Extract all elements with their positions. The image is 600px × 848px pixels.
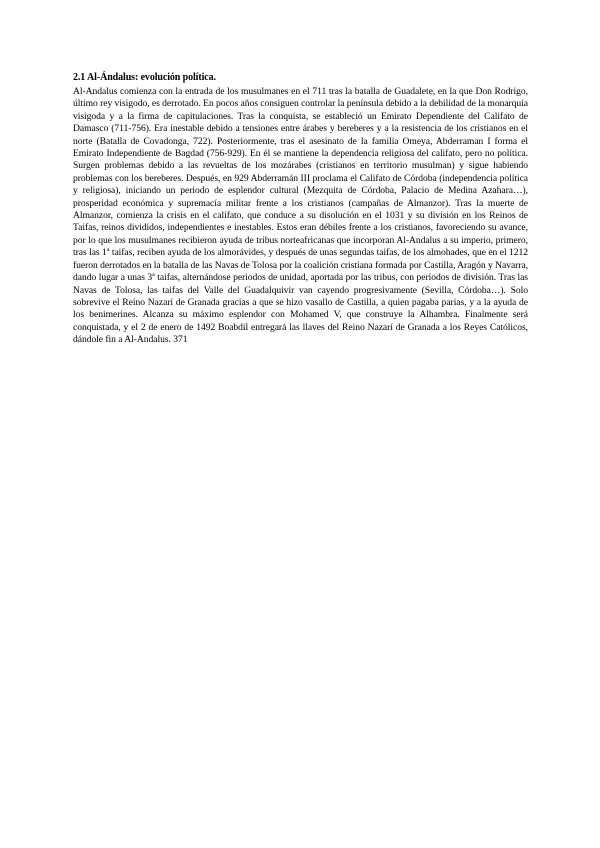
section-heading: 2.1 Al-Ándalus: evolución política. [73,72,216,83]
document-content [73,71,528,347]
body-paragraph: Al-Andalus comienza con la entrada de los musulmanes en el 711 tras la batalla de Guadalete, en la que Don Rodrigo, último rey visigodo, es derrotado. En pocos años consiguen controlar la península debido a la debilidad de la monarquía visigoda y a la firma de capitulaciones. Tras la conquista, se estableció un Emirato Dependiente del Califato de Damasco (711-756). Era inestable debido a tensiones entre árabes y bereberes y a la resistencia de los cristianos en el norte (Batalla de Covadonga, 722). Posteriormente, tras el asesinato de la familia Omeya, Abderraman I forma el Emirato Independiente de Bagdad (756-929). En él se mantiene la dependencia religiosa del califato, pero no política. Surgen problemas debido a las revueltas de los mozárabes (cristianos en territorio musulman) y sigue habiendo problemas con los bereberes. Después, en 929 Abderramán III proclama el Califato de Córdoba (independencia política y religiosa), iniciando un periodo de esplendor cultural (Mezquita de Córdoba, Palacio de Medina Azahara…), prosperidad económica y supremacía militar frente a los cristianos (campañas de Almanzor). Tras la muerte de Almanzor, comienza la crisis en el califato, que conduce a su disolución en el 1031 y su división en los Reinos de Taifas, reinos divididos, independientes e inestables. Estos eran débiles frente a los cristianos, favoreciendo su avance, por lo que los musulmanes recibieron ayuda de tribus norteafricanas que incorporan Al-Andalus a su imperio, primero, tras las 1ª taifas, reciben ayuda de los almorávides, y después de unas segundas taifas, de los almohades, que en el 1212 fueron derrotados en la batalla de las Navas de Tolosa por la coalición cristiana formada por Castilla, Aragón y Navarra, dando lugar a unas 3ª taifas, alternándose periodos de unidad, aportada por las tribus, con periodos de división. Tras las Navas de Tolosa, las taifas del Valle del Guadalquivir van cayendo progresivamente (Sevilla, Córdoba…). Solo sobrevive el Reino Nazarí de Granada gracias a que se hizo vasallo de Castilla, a quien pagaba parias, y a la ayuda de los benimerines. Alcanza su máximo esplendor con Mohamed V, que construye la Alhambra. Finalmente será conquistada, y el 2 de enero de 1492 Boabdil entregará las llaves del Reino Nazarí de Granada a los Reyes Católicos, dándole fin a Al-Andalus. 371 [73,86,528,346]
